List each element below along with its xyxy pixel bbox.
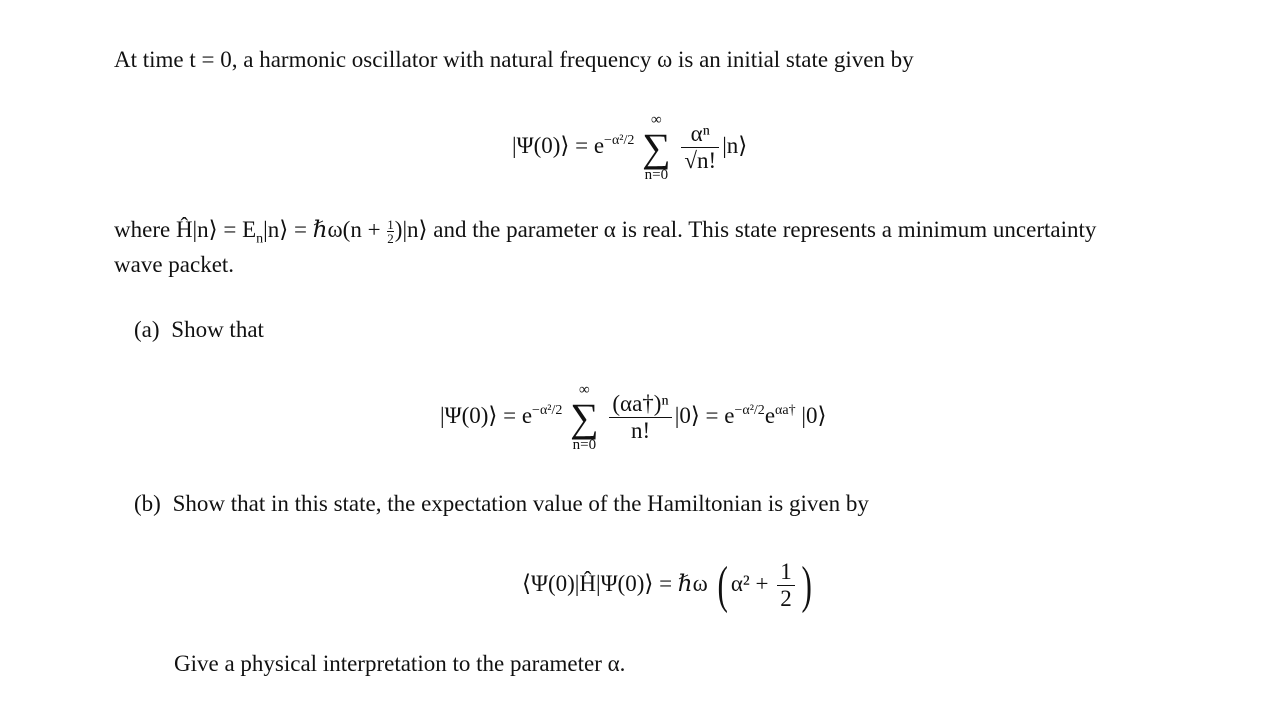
intro-line	[114, 46, 914, 75]
closing-line	[174, 650, 625, 679]
equation-2	[440, 382, 826, 453]
after-eq1-line1	[114, 216, 1096, 248]
eq2-frac-den: n!	[630, 418, 651, 443]
eq2-mid: |0⟩ = e	[674, 402, 735, 428]
sigma-icon: ∑	[642, 124, 671, 170]
eq1-fraction	[681, 121, 719, 175]
eq2-sum	[570, 382, 599, 453]
eq2-lhs: |Ψ(0)⟩ = e	[440, 402, 533, 428]
eq2-exponent: −α²/2	[532, 403, 563, 419]
closing-text: Give a physical interpretation to the parameter α.	[174, 651, 626, 676]
part-a	[134, 316, 264, 345]
eq3-lhs: ⟨Ψ(0)|Ĥ|Ψ(0)⟩ = ℏω	[522, 570, 708, 596]
eq2-exponent-3: αa†	[775, 403, 796, 419]
part-b-label: (b)	[134, 491, 161, 516]
intro-text: At time t = 0, a harmonic oscillator with natural frequency ω is an initial state given by	[114, 47, 914, 72]
eq1-tail: |n⟩	[722, 132, 748, 158]
eq3-half-num: 1	[777, 559, 795, 586]
eq1-lhs: |Ψ(0)⟩ = e	[512, 132, 605, 158]
eq1-frac-num: αⁿ	[681, 121, 719, 148]
eq3-half	[777, 559, 795, 613]
eq1-sum-top: ∞	[651, 112, 662, 128]
right-paren-icon: )	[801, 557, 812, 614]
eq2-frac-num: (αa†)ⁿ	[609, 391, 671, 418]
eq3-half-den: 2	[780, 586, 792, 611]
after-eq1-line2	[114, 251, 234, 280]
after-eq1-half-den: 2	[387, 231, 394, 247]
eq1-sum	[642, 112, 671, 183]
eq3-inner: α² +	[730, 570, 769, 596]
part-b-text: Show that in this state, the expectation value of the Hamiltonian is given by	[172, 491, 869, 516]
part-a-text: Show that	[171, 317, 264, 342]
eq1-frac-den: √n!	[684, 148, 717, 173]
equation-3	[522, 556, 815, 615]
eq1-sum-bottom: n=0	[644, 166, 669, 183]
equation-1	[512, 112, 747, 183]
eq2-exponent-2: −α²/2	[734, 403, 765, 419]
eq2-sum-bottom: n=0	[572, 436, 597, 453]
after-eq1-a: where	[114, 217, 171, 242]
eq2-tail: |0⟩	[801, 402, 827, 428]
eq2-sum-top: ∞	[579, 382, 590, 398]
after-eq1-half	[387, 218, 394, 245]
eq1-exponent: −α²/2	[604, 133, 635, 149]
after-eq1-half-num: 1	[387, 217, 394, 233]
after-eq1-sub: n	[256, 231, 264, 247]
part-a-label: (a)	[134, 317, 160, 342]
after-eq1-b: Ĥ|n⟩ = E	[175, 217, 257, 242]
after-eq1-d: )|n⟩ and the parameter α is real. This state represents a minimum uncertainty	[394, 217, 1097, 242]
after-eq1-line2-text: wave packet.	[114, 252, 235, 277]
after-eq1-c: |n⟩ = ℏω(n +	[263, 217, 381, 242]
sigma-icon: ∑	[570, 394, 599, 440]
eq2-e2: e	[764, 402, 776, 428]
left-paren-icon: (	[716, 557, 728, 614]
eq2-fraction	[609, 391, 671, 445]
part-b	[134, 490, 869, 519]
